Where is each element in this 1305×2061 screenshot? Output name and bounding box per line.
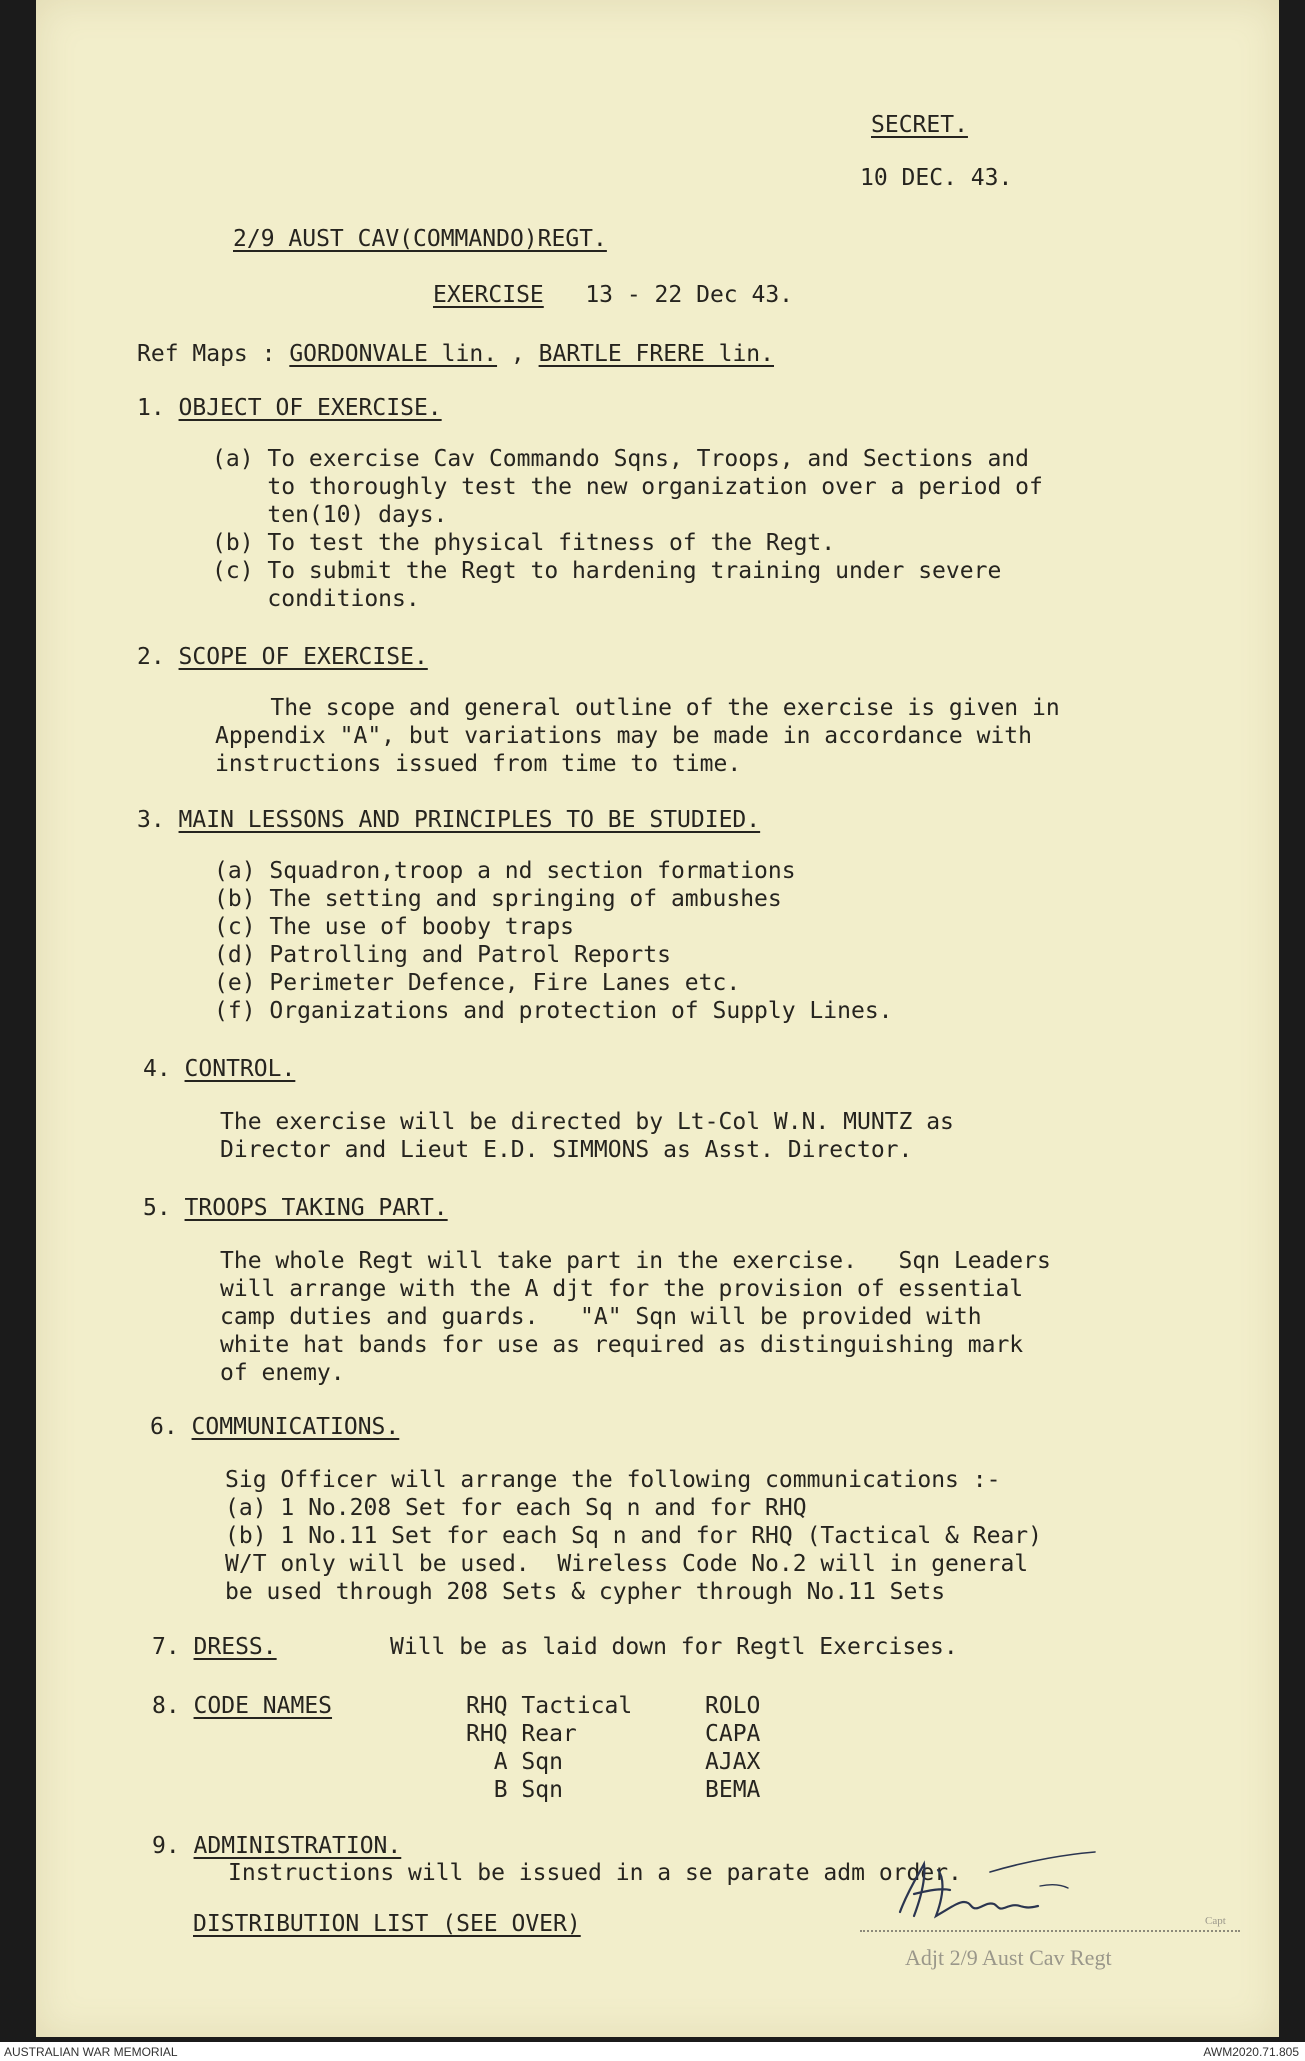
section-6-line: W/T only will be used. Wireless Code No.2 will in general — [225, 1551, 1029, 1577]
section-7-heading — [152, 1633, 277, 1661]
section-3-heading — [137, 806, 760, 834]
section-4-line: The exercise will be directed by Lt-Col W.N. MUNTZ as — [220, 1109, 954, 1135]
section-3-number: 3. — [137, 807, 179, 833]
section-4-title: CONTROL. — [184, 1056, 296, 1082]
section-3-line: (e) Perimeter Defence, Fire Lanes etc. — [214, 970, 741, 996]
signature-line — [860, 1930, 1240, 1932]
section-7-title: DRESS. — [193, 1634, 277, 1660]
section-2-line: The scope and general outline of the exercise is given in — [215, 695, 1060, 721]
section-6-number: 6. — [150, 1414, 192, 1440]
document-date: 10 DEC. 43. — [860, 165, 1013, 191]
footer-institution: AUSTRALIAN WAR MEMORIAL — [4, 2045, 178, 2059]
section-1-heading — [137, 394, 442, 422]
section-6-line: Sig Officer will arrange the following communications :- — [225, 1467, 1001, 1493]
code-name-unit: A Sqn — [466, 1749, 563, 1775]
section-2-title: SCOPE OF EXERCISE. — [178, 644, 428, 670]
code-name-value: CAPA — [705, 1721, 761, 1747]
section-5-heading — [143, 1194, 448, 1222]
section-5-title: TROOPS TAKING PART. — [184, 1195, 448, 1221]
section-8-number: 8. — [152, 1693, 194, 1719]
section-6-line: (b) 1 No.11 Set for each Sq n and for RHQ (Tactical & Rear) — [225, 1523, 1042, 1549]
code-name-unit: RHQ Tactical — [466, 1693, 633, 1719]
section-5-line: The whole Regt will take part in the exercise. Sqn Leaders — [220, 1248, 1051, 1274]
section-1-line: conditions. — [212, 586, 420, 612]
section-1-line: ten(10) days. — [212, 502, 448, 528]
section-9-number: 9. — [152, 1833, 194, 1859]
exercise-label: EXERCISE — [433, 282, 544, 308]
code-name-value: AJAX — [705, 1749, 761, 1775]
section-6-title: COMMUNICATIONS. — [191, 1414, 400, 1440]
code-name-value: ROLO — [705, 1693, 761, 1719]
footer-accession-number: AWM2020.71.805 — [1203, 2045, 1299, 2059]
section-5-line: camp duties and guards. "A" Sqn will be provided with — [220, 1304, 982, 1330]
section-1-line: (c) To submit the Regt to hardening training under severe — [212, 558, 1002, 584]
section-3-line: (d) Patrolling and Patrol Reports — [214, 942, 671, 968]
section-6-heading — [150, 1413, 399, 1441]
section-5-line: white hat bands for use as required as distinguishing mark — [220, 1332, 1024, 1358]
ref-maps-prefix: Ref Maps : — [137, 341, 290, 367]
section-4-number: 4. — [143, 1056, 185, 1082]
section-5-number: 5. — [143, 1195, 185, 1221]
section-1-line: to thoroughly test the new organization over a period of — [212, 474, 1043, 500]
section-2-number: 2. — [137, 644, 179, 670]
section-3-title: MAIN LESSONS AND PRINCIPLES TO BE STUDIED. — [178, 807, 761, 833]
classification-mark: SECRET. — [871, 112, 968, 138]
section-2-heading — [137, 643, 428, 671]
section-6-line: (a) 1 No.208 Set for each Sq n and for RHQ — [225, 1495, 807, 1521]
section-6-line: be used through 208 Sets & cypher through No.11 Sets — [225, 1579, 946, 1605]
unit-title: 2/9 AUST CAV(COMMANDO)REGT. — [233, 226, 607, 252]
section-8-title: CODE NAMES — [193, 1693, 333, 1719]
distribution-list-note: DISTRIBUTION LIST (SEE OVER) — [193, 1911, 581, 1937]
section-4-line: Director and Lieut E.D. SIMMONS as Asst. Director. — [220, 1137, 913, 1163]
section-1-line: (a) To exercise Cav Commando Sqns, Troops, and Sections and — [212, 446, 1029, 472]
section-9-heading — [152, 1832, 401, 1860]
section-4-heading — [143, 1055, 295, 1083]
ref-maps-line — [137, 340, 774, 368]
adjutant-signature — [880, 1850, 1110, 1930]
section-5-line: of enemy. — [220, 1360, 345, 1386]
code-name-unit: RHQ Rear — [466, 1721, 577, 1747]
section-9-title: ADMINISTRATION. — [193, 1833, 402, 1859]
section-2-line: instructions issued from time to time. — [215, 751, 742, 777]
section-7-number: 7. — [152, 1634, 194, 1660]
stamp-capt: Capt — [1205, 1915, 1226, 1927]
ref-maps-separator: , — [497, 341, 539, 367]
section-3-line: (a) Squadron,troop a nd section formations — [214, 858, 796, 884]
code-name-unit: B Sqn — [466, 1777, 563, 1803]
section-3-line: (f) Organizations and protection of Supply Lines. — [214, 998, 893, 1024]
footer-bar — [0, 2042, 1305, 2061]
code-name-value: BEMA — [705, 1777, 761, 1803]
ref-map-1: GORDONVALE lin. — [289, 341, 498, 367]
section-7-text: Will be as laid down for Regtl Exercises. — [390, 1634, 958, 1660]
section-2-line: Appendix "A", but variations may be made in accordance with — [215, 723, 1032, 749]
exercise-title — [433, 281, 793, 309]
section-5-line: will arrange with the A djt for the provision of essential — [220, 1276, 1024, 1302]
section-3-line: (b) The setting and springing of ambushes — [214, 886, 782, 912]
section-1-number: 1. — [137, 395, 179, 421]
section-3-line: (c) The use of booby traps — [214, 914, 575, 940]
section-9-text: Instructions will be issued in a se parate adm order. — [228, 1860, 962, 1886]
section-8-heading — [152, 1692, 332, 1720]
exercise-dates: 13 - 22 Dec 43. — [543, 282, 794, 308]
ref-map-2: BARTLE FRERE lin. — [538, 341, 774, 367]
adjutant-stamp: Adjt 2/9 Aust Cav Regt — [905, 1945, 1112, 1970]
section-1-title: OBJECT OF EXERCISE. — [178, 395, 442, 421]
section-1-line: (b) To test the physical fitness of the Regt. — [212, 530, 836, 556]
